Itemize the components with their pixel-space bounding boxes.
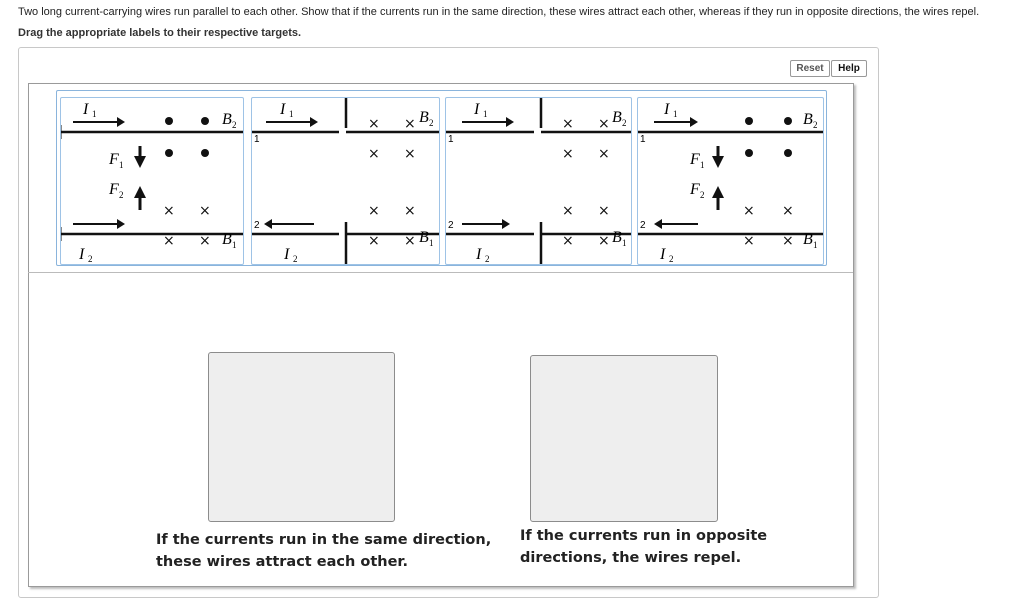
force-1-label: F	[109, 151, 119, 168]
draggable-label-opposite-repel[interactable]	[637, 97, 824, 265]
svg-text:×: ×	[743, 203, 755, 219]
svg-text:×: ×	[404, 146, 416, 162]
field-1-label: B	[612, 229, 622, 246]
current-arrow-icon	[462, 117, 514, 127]
field-in-crosses-icon	[163, 203, 211, 249]
subscript: 2	[700, 190, 705, 200]
svg-text:×: ×	[743, 233, 755, 249]
current-1-label: I	[664, 101, 670, 118]
field-2-label: B	[612, 109, 622, 126]
current-arrow-left-icon	[654, 219, 698, 229]
wire-2-marker: 2	[448, 220, 454, 231]
target-caption-repel	[520, 526, 767, 569]
current-arrow-icon	[462, 219, 510, 229]
field-out-dots-icon	[165, 117, 209, 157]
svg-text:×: ×	[368, 146, 380, 162]
subscript: 2	[232, 120, 237, 130]
subscript: 1	[622, 238, 627, 248]
subscript: 2	[622, 118, 627, 128]
tray-divider	[28, 272, 853, 273]
svg-text:×: ×	[782, 203, 794, 219]
subscript: 1	[813, 240, 818, 250]
field-out-dots-icon	[745, 117, 792, 157]
force-down-arrow-icon	[712, 146, 724, 168]
field-2-label: B	[419, 109, 429, 126]
reset-button[interactable]: Reset	[790, 60, 830, 77]
svg-text:×: ×	[562, 146, 574, 162]
subscript: 1	[119, 160, 124, 170]
caption-line: these wires attract each other.	[156, 553, 409, 570]
label-diagram-4	[638, 98, 823, 264]
subscript: 2	[119, 190, 124, 200]
svg-text:×: ×	[368, 116, 380, 132]
svg-text:×: ×	[404, 116, 416, 132]
svg-text:×: ×	[404, 233, 416, 249]
force-2-label: F	[109, 181, 119, 198]
subscript: 1	[483, 109, 488, 119]
current-2-label: I	[476, 246, 482, 263]
field-1-label: B	[419, 229, 429, 246]
drop-target-repel[interactable]	[530, 355, 718, 522]
wire-2-marker: 2	[640, 220, 646, 231]
subscript: 1	[289, 109, 294, 119]
subscript: 1	[429, 238, 434, 248]
subscript: 1	[673, 109, 678, 119]
field-in-crosses-icon	[368, 116, 416, 249]
subscript: 1	[232, 240, 237, 250]
svg-text:×: ×	[199, 203, 211, 219]
wire-1-marker: 1	[640, 134, 646, 145]
force-up-arrow-icon	[134, 186, 146, 210]
subscript: 2	[669, 254, 674, 264]
wire-1-marker: 1	[254, 134, 260, 145]
field-1-label: B	[803, 231, 813, 248]
current-arrow-icon	[73, 219, 125, 229]
svg-text:×: ×	[598, 146, 610, 162]
current-2-label: I	[284, 246, 290, 263]
subscript: 2	[88, 254, 93, 264]
svg-text:×: ×	[368, 233, 380, 249]
svg-text:×: ×	[163, 233, 175, 249]
subscript: 2	[485, 254, 490, 264]
current-arrow-icon	[73, 117, 125, 127]
svg-text:×: ×	[782, 233, 794, 249]
svg-text:×: ×	[598, 116, 610, 132]
current-2-label: I	[660, 246, 666, 263]
svg-text:×: ×	[199, 233, 211, 249]
caption-line: If the currents run in the same direction,	[156, 532, 492, 548]
current-2-label: I	[79, 246, 85, 263]
help-button[interactable]: Help	[831, 60, 867, 77]
current-1-label: I	[83, 101, 89, 118]
label-diagram-3	[446, 98, 631, 264]
wire-2-marker: 2	[254, 220, 260, 231]
target-caption-attract	[156, 530, 491, 573]
draggable-label-opposite-fields[interactable]	[251, 97, 440, 265]
current-1-label: I	[474, 101, 480, 118]
field-2-label: B	[803, 111, 813, 128]
current-arrow-left-icon	[264, 219, 314, 229]
force-up-arrow-icon	[712, 186, 724, 210]
caption-line: If the currents run in opposite	[520, 528, 768, 544]
caption-line: directions, the wires repel.	[520, 549, 742, 566]
svg-text:×: ×	[404, 203, 416, 219]
field-in-crosses-icon	[743, 203, 794, 249]
svg-text:×: ×	[368, 203, 380, 219]
instruction-text: Drag the appropriate labels to their respective targets.	[18, 27, 302, 39]
subscript: 2	[429, 118, 434, 128]
field-2-label: B	[222, 111, 232, 128]
current-1-label: I	[280, 101, 286, 118]
subscript: 2	[293, 254, 298, 264]
subscript: 1	[92, 109, 97, 119]
force-2-label: F	[690, 181, 700, 198]
force-1-label: F	[690, 151, 700, 168]
wire-1-marker: 1	[448, 134, 454, 145]
subscript: 2	[813, 120, 818, 130]
draggable-label-same-fields[interactable]	[445, 97, 632, 265]
field-in-crosses-icon	[562, 116, 610, 249]
draggable-label-same-attract[interactable]	[60, 97, 244, 265]
svg-text:×: ×	[562, 233, 574, 249]
svg-text:×: ×	[562, 203, 574, 219]
question-prompt: Two long current-carrying wires run parallel to each other. Show that if the currents run in the same direction, these wires attract each other, whereas if they run in opposite directions, the wires repel.	[18, 6, 980, 18]
drop-target-attract[interactable]	[208, 352, 395, 522]
svg-text:×: ×	[598, 233, 610, 249]
svg-text:×: ×	[562, 116, 574, 132]
label-diagram-2	[252, 98, 439, 264]
label-diagram-1	[61, 98, 243, 264]
svg-text:×: ×	[598, 203, 610, 219]
force-down-arrow-icon	[134, 146, 146, 168]
svg-text:×: ×	[163, 203, 175, 219]
subscript: 1	[700, 160, 705, 170]
field-1-label: B	[222, 231, 232, 248]
